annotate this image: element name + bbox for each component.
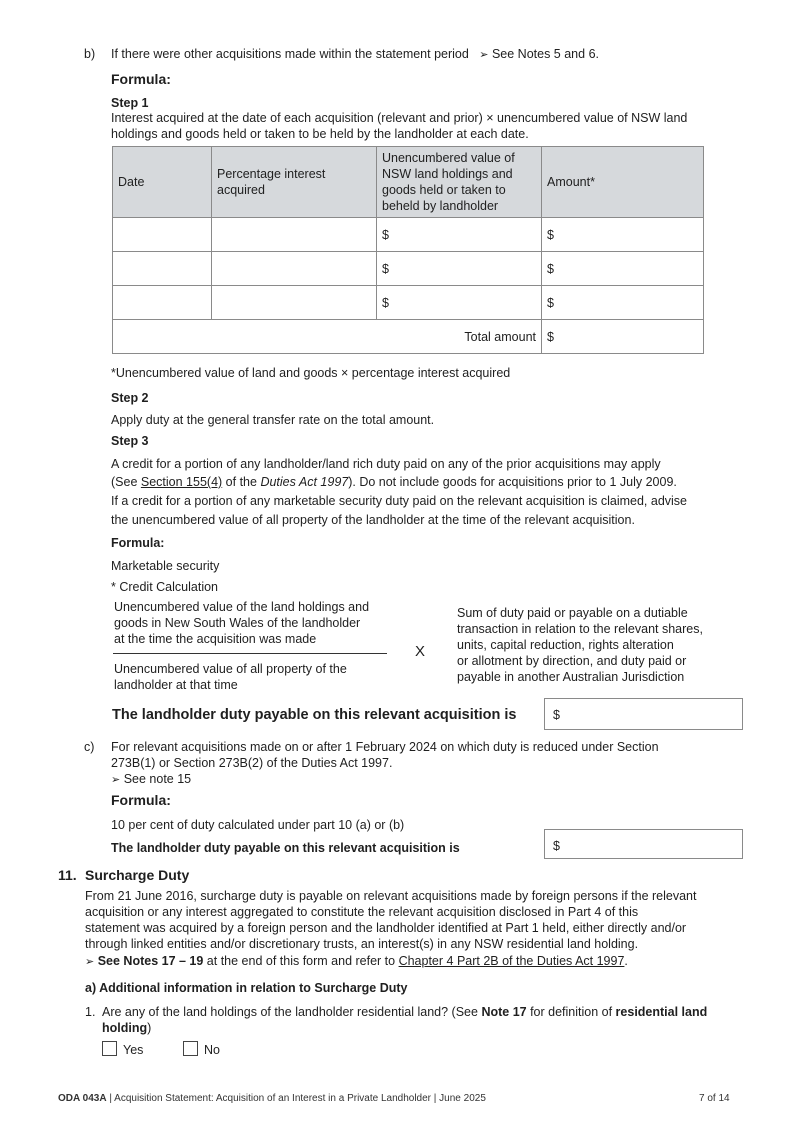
step3-line-2-b: of the [222,475,261,489]
acquisition-table [112,146,704,354]
sub-a-heading: a) Additional information in relation to Surcharge Duty [85,981,408,995]
arrow-icon: ➢ [111,774,121,786]
yes-checkbox[interactable] [102,1041,117,1056]
section-c-marker: c) [84,740,95,754]
fraction-bottom-line: landholder at that time [114,678,238,692]
q1-text-c: ) [147,1021,152,1035]
header-amount: Amount* [542,147,704,218]
cell-percentage[interactable] [212,286,377,320]
paragraph-line: statement was acquired by a foreign person and the landholder identified at Part 1 held, either directly and/or [85,921,687,935]
total-amount-label: Total amount [113,320,542,354]
fraction-top-line: Unencumbered value of the land holdings and [114,600,370,614]
step3-line-4: the unencumbered value of all property of the landholder at the time of the relevant acquisition. [111,513,635,527]
cell-percentage[interactable] [212,252,377,286]
sum-line: or allotment by direction, and duty paid or [457,654,687,668]
sum-line: Sum of duty paid or payable on a dutiable [457,606,688,620]
cell-date[interactable] [113,218,212,252]
table-header-row [113,147,704,218]
section-b-heading: If there were other acquisitions made within the statement period [111,47,469,61]
cell-amount[interactable]: $ [542,218,704,252]
no-label: No [204,1043,220,1057]
arrow-icon: ➢ [85,956,95,968]
total-amount-cell[interactable]: $ [542,320,704,354]
fraction-top-line: at the time the acquisition was made [114,632,317,646]
step1-text-1: Interest acquired at the date of each acquisition (relevant and prior) × unencumbered value of NSW land [111,111,688,125]
sum-line: transaction in relation to the relevant shares, [457,622,703,636]
cell-percentage[interactable] [212,218,377,252]
see-notes-mid: at the end of this form and refer to [203,954,399,968]
total-row [113,320,704,354]
multiply-sign: X [415,643,426,660]
table-row [113,252,704,286]
q1-text [102,1004,752,1036]
page-number: 7 of 14 [699,1093,730,1104]
fraction-denominator [114,661,347,693]
yes-option[interactable] [102,1041,143,1058]
cell-amount[interactable]: $ [542,252,704,286]
table-footnote: *Unencumbered value of land and goods × percentage interest acquired [111,366,511,380]
sum-line: units, capital reduction, rights alteration [457,638,674,652]
payable-label-b: The landholder duty payable on this relevant acquisition is [112,707,517,723]
duties-act-italic: Duties Act 1997 [260,475,349,489]
step2-label: Step 2 [111,391,149,405]
arrow-icon: ➢ [479,49,489,61]
step3-line-2 [111,474,677,490]
cell-date[interactable] [113,286,212,320]
fraction-bottom-line: Unencumbered value of all property of the [114,662,347,676]
cell-value[interactable]: $ [377,286,542,320]
marketable-security: Marketable security [111,559,220,573]
no-option[interactable] [183,1041,220,1058]
footer-separator: | [106,1093,115,1104]
table-row [113,218,704,252]
currency-symbol: $ [553,708,560,722]
sum-line: payable in another Australian Jurisdiction [457,670,685,684]
step3-line-2-a: (See [111,475,141,489]
footer [58,1091,486,1107]
surcharge-paragraph [85,888,696,952]
step3-line-3: If a credit for a portion of any marketable security duty paid on the relevant acquisition is claimed, advise [111,494,687,508]
step1-text-2: holdings and goods held or taken to be held by the landholder at each date. [111,127,529,141]
formula2-label: Formula: [111,536,165,550]
currency-symbol: $ [553,839,560,853]
section-c-line-2: 273B(1) or Section 273B(2) of the Duties Act 1997. [111,756,393,770]
see-note-15: See note 15 [123,772,192,786]
paragraph-line: through linked entities and/or discretionary trusts, an interest(s) in any NSW residential land holding. [85,937,639,951]
q1-text-a: Are any of the land holdings of the landholder residential land? (See [102,1005,482,1019]
cell-value[interactable]: $ [377,218,542,252]
header-unencumbered-value: Unencumbered value of NSW land holdings and goods held or taken to beheld by landholder [377,147,542,218]
section-b-text [111,46,599,63]
payable-input-b[interactable] [544,698,743,730]
step3-line-1: A credit for a portion of any landholder/land rich duty paid on any of the prior acquisitions may apply [111,457,661,471]
section-11-title: Surcharge Duty [85,867,190,883]
credit-calculation: * Credit Calculation [111,580,218,594]
header-date: Date [113,147,212,218]
cell-amount[interactable]: $ [542,286,704,320]
formula-label: Formula: [111,71,171,87]
paragraph-line: From 21 June 2016, surcharge duty is payable on relevant acquisitions made by foreign persons if the relevant [85,889,697,903]
payable-input-c[interactable] [544,829,743,859]
section-c-line-1: For relevant acquisitions made on or after 1 February 2024 on which duty is reduced under Section [111,740,659,754]
payable-label-c: The landholder duty payable on this relevant acquisition is [111,841,460,855]
fraction-divider [113,653,387,654]
section-c-note [111,771,191,788]
table-row [113,286,704,320]
footer-title: Acquisition Statement: Acquisition of an Interest in a Private Landholder | June 2025 [114,1093,486,1104]
formula-text-c: 10 per cent of duty calculated under part 10 (a) or (b) [111,818,405,832]
see-notes: See Notes 5 and 6. [491,47,599,61]
section-11-number: 11. [58,867,77,883]
cell-value[interactable]: $ [377,252,542,286]
fraction-top-line: goods in New South Wales of the landholder [114,616,361,630]
see-notes-line [85,953,628,970]
section-155-link[interactable]: Section 155(4) [140,475,223,489]
paragraph-line: acquisition or any interest aggregated to constitute the relevant acquisition disclosed in Part 4 of this [85,905,639,919]
step1-label: Step 1 [111,96,149,110]
see-notes-end: . [624,954,628,968]
formula-label-c: Formula: [111,792,171,808]
chapter-4-link[interactable]: Chapter 4 Part 2B of the Duties Act 1997 [398,954,625,968]
step3-label: Step 3 [111,434,149,448]
no-checkbox[interactable] [183,1041,198,1056]
section-b-marker: b) [84,47,96,61]
q1-note: Note 17 [481,1005,527,1019]
q1-term-1: residential land [615,1005,708,1019]
step2-text: Apply duty at the general transfer rate on the total amount. [111,413,435,427]
form-code: ODA 043A [58,1093,107,1104]
step3-line-2-c: ). Do not include goods for acquisitions prior to 1 July 2009. [348,475,677,489]
yes-label: Yes [123,1043,144,1057]
q1-term-2: holding [102,1021,148,1035]
cell-date[interactable] [113,252,212,286]
fraction-numerator [114,599,369,647]
header-percentage: Percentage interest acquired [212,147,377,218]
q1-number: 1. [85,1005,96,1019]
sum-of-duty-text [457,605,703,685]
see-notes-17-19: See Notes 17 – 19 [97,954,204,968]
q1-text-b: for definition of [526,1005,616,1019]
